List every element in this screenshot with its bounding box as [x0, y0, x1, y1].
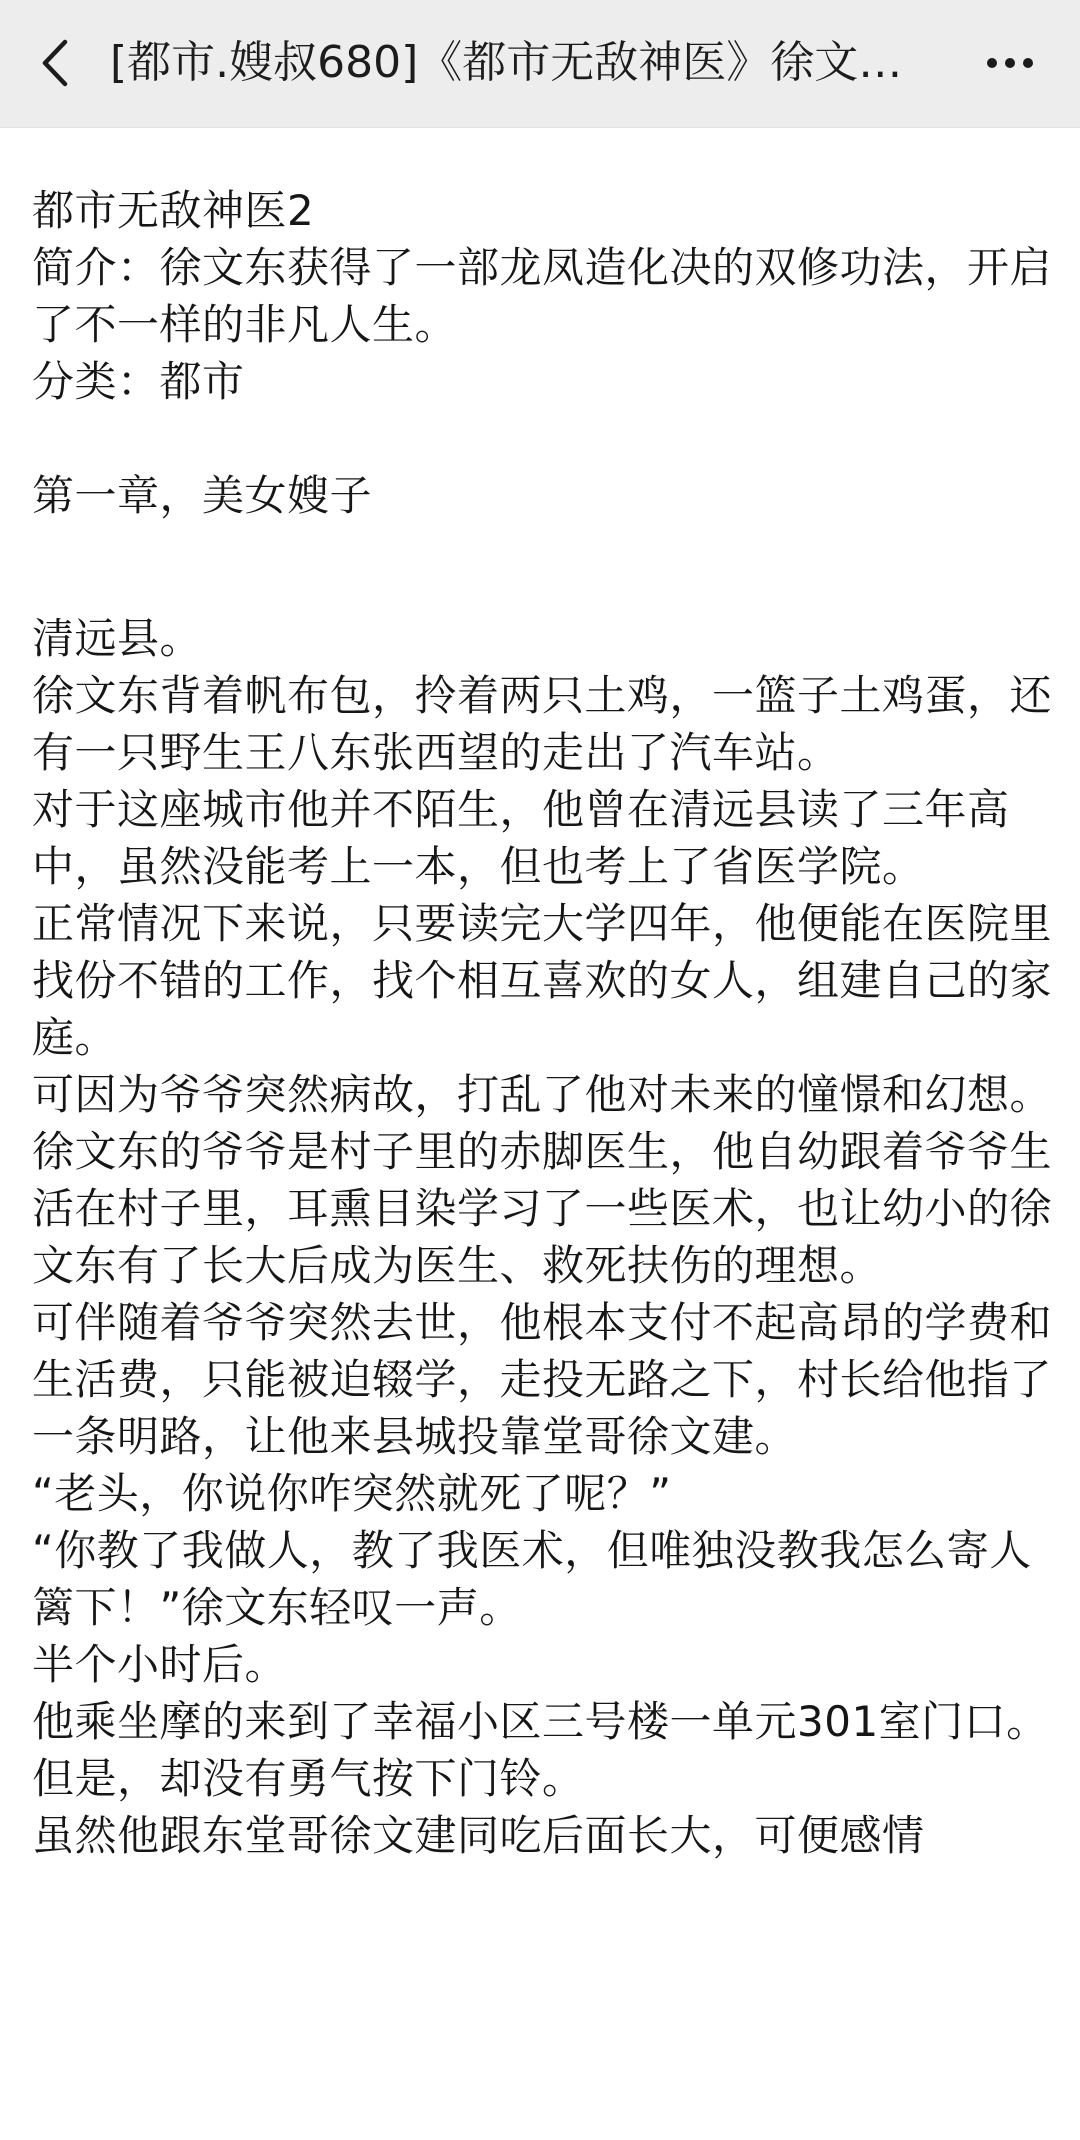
back-button[interactable] — [30, 30, 80, 96]
paragraph: “你教了我做人，教了我医术，但唯独没教我怎么寄人篱下！”徐文东轻叹一声。 — [32, 1526, 1032, 1632]
chapter-title: 第一章，美女嫂子 — [32, 471, 373, 520]
paragraph: 徐文东的爷爷是村子里的赤脚医生，他自幼跟着爷爷生活在村子里，耳熏目染学习了一些医术，也让幼小的徐文东有了长大后成为医生、救死扶伤的理想。 — [32, 1127, 1053, 1290]
paragraph: 他乘坐摩的来到了幸福小区三号楼一单元301室门口。 — [32, 1697, 1049, 1746]
paragraph: 对于这座城市他并不陌生，他曾在清远县读了三年高中，虽然没能考上一本，但也考上了省医学院。 — [32, 785, 1010, 891]
spacer — [32, 410, 1052, 467]
paragraph: 虽然他跟东堂哥徐文建同吃后面长大，可便感情 — [32, 1811, 925, 1860]
paragraph: 清远县。 — [32, 614, 203, 663]
more-horizontal-icon — [983, 58, 1037, 68]
paragraph: 半个小时后。 — [32, 1640, 288, 1689]
article-body — [32, 182, 1052, 1864]
paragraph: “老头，你说你咋突然就死了呢？” — [32, 1469, 672, 1518]
page-title: [都市.嫂叔680]《都市无敌神医》徐文… — [110, 37, 903, 88]
book-intro: 简介：徐文东获得了一部龙凤造化决的双修功法，开启了不一样的非凡人生。 — [32, 243, 1053, 349]
book-category: 分类：都市 — [32, 357, 245, 406]
top-navigation-bar — [0, 0, 1080, 128]
paragraph: 正常情况下来说，只要读完大学四年，他便能在医院里找份不错的工作，找个相互喜欢的女人，组建自己的家庭。 — [32, 899, 1053, 1062]
book-title: 都市无敌神医2 — [32, 186, 315, 235]
paragraph: 但是，却没有勇气按下门铃。 — [32, 1754, 585, 1803]
more-button[interactable] — [970, 30, 1050, 96]
paragraph: 徐文东背着帆布包，拎着两只土鸡，一篮子土鸡蛋，还有一只野生王八东张西望的走出了汽车站。 — [32, 671, 1053, 777]
chevron-left-icon — [39, 38, 71, 88]
paragraph: 可伴随着爷爷突然去世，他根本支付不起高昂的学费和生活费，只能被迫辍学，走投无路之下，村长给他指了一条明路，让他来县城投靠堂哥徐文建。 — [32, 1298, 1053, 1461]
paragraph: 可因为爷爷突然病故，打乱了他对未来的憧憬和幻想。 — [32, 1070, 1053, 1119]
spacer — [32, 524, 1052, 610]
